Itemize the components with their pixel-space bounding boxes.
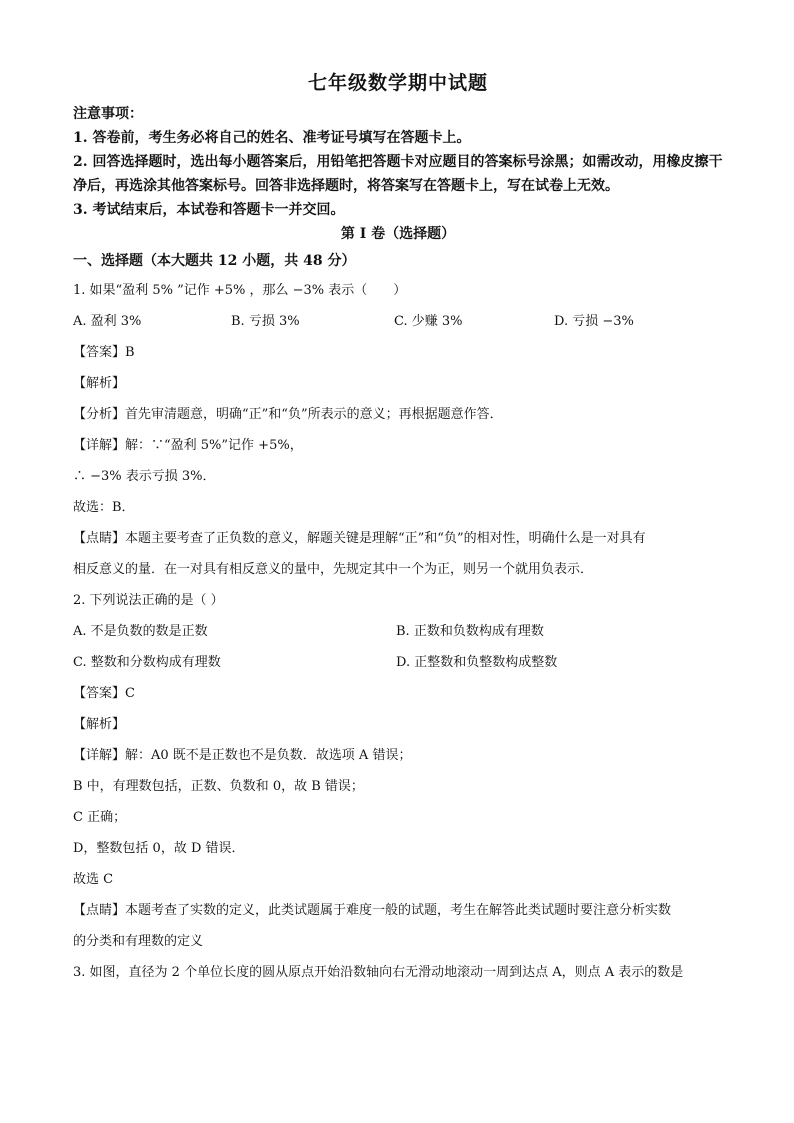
q1-detail-1: 【详解】解：∵“盈利 5%”记作 +5%， (73, 438, 303, 453)
q1-fenxi: 【分析】首先审清题意，明确“正”和“负”所表示的意义；再根据题意作答． (73, 407, 503, 422)
q2-answer: 【答案】C (73, 686, 135, 701)
q1-option-d: D. 亏损 −3% (554, 314, 634, 329)
notice-heading: 注意事项： (73, 106, 143, 122)
notice-item: 1. 答卷前，考生务必将自己的姓名、准考证号填写在答题卡上。 (73, 130, 471, 146)
q1-answer: 【答案】B (73, 345, 135, 360)
q2-stem: 2. 下列说法正确的是（ ） (73, 593, 224, 608)
q2-detail-2: B 中，有理数包括，正数、负数和 0，故 B 错误； (73, 779, 364, 794)
q1-comment-1: 【点睛】本题主要考查了正负数的意义，解题关键是理解“正”和“负”的相对性，明确什么是一对具有 (73, 531, 646, 546)
q1-option-a: A. 盈利 3% (73, 314, 142, 329)
q2-detail-1: 【详解】解：A0 既不是正数也不是负数．故选项 A 错误； (73, 748, 412, 763)
volume-heading: 第 I 卷（选择题） (340, 226, 456, 242)
q2-option-b: B. 正数和负数构成有理数 (396, 624, 544, 639)
notice-item: 3. 考试结束后，本试卷和答题卡一并交回。 (73, 202, 345, 218)
q2-comment-2: 的分类和有理数的定义 (73, 934, 204, 949)
q2-option-c: C. 整数和分数构成有理数 (73, 655, 221, 670)
q1-stem: 1. 如果“盈利 5% ”记作 +5% ，那么 −3% 表示（ ） (73, 283, 407, 298)
q1-analysis-tag: 【解析】 (73, 376, 126, 391)
q1-comment-2: 相反意义的量．在一对具有相反意义的量中，先规定其中一个为正，则另一个就用负表示． (73, 562, 594, 577)
q2-options-row-1 (73, 616, 723, 647)
q2-detail-4: D，整数包括 0，故 D 错误． (73, 841, 245, 856)
q1-detail-2: ∴ −3% 表示亏损 3%． (73, 469, 216, 484)
notice-item: 2. 回答选择题时，选出每小题答案后，用铅笔把答题卡对应题目的答案标号涂黑；如需改动，用橡皮擦干净后，再选涂其他答案标号。回答非选择题时，将答案写在答题卡上，写在试卷上无效。 (73, 154, 723, 194)
notice-block (73, 102, 723, 222)
q2-options-row-2 (73, 647, 723, 678)
q1-options (73, 306, 723, 337)
q2-analysis-tag: 【解析】 (73, 717, 126, 732)
q2-option-a: A. 不是负数的数是正数 (73, 624, 208, 639)
q1-choose: 故选：B． (73, 500, 135, 515)
exam-page (73, 64, 723, 988)
section-heading: 一、选择题（本大题共 12 小题，共 48 分） (73, 253, 356, 269)
page-title: 七年级数学期中试题 (307, 72, 488, 94)
q1-option-c: C. 少赚 3% (394, 314, 463, 329)
q2-choose: 故选 C (73, 872, 114, 887)
q1-option-b: B. 亏损 3% (231, 314, 300, 329)
q2-comment-1: 【点睛】本题考查了实数的定义，此类试题属于难度一般的试题，考生在解答此类试题时要注意分析实数 (73, 903, 672, 918)
q3-stem: 3. 如图，直径为 2 个单位长度的圆从原点开始沿数轴向右无滑动地滚动一周到达点 A，则点 A 表示的数是 (73, 965, 684, 980)
q2-detail-3: C 正确； (73, 810, 127, 825)
q2-option-d: D. 正整数和负整数构成整数 (396, 655, 558, 670)
